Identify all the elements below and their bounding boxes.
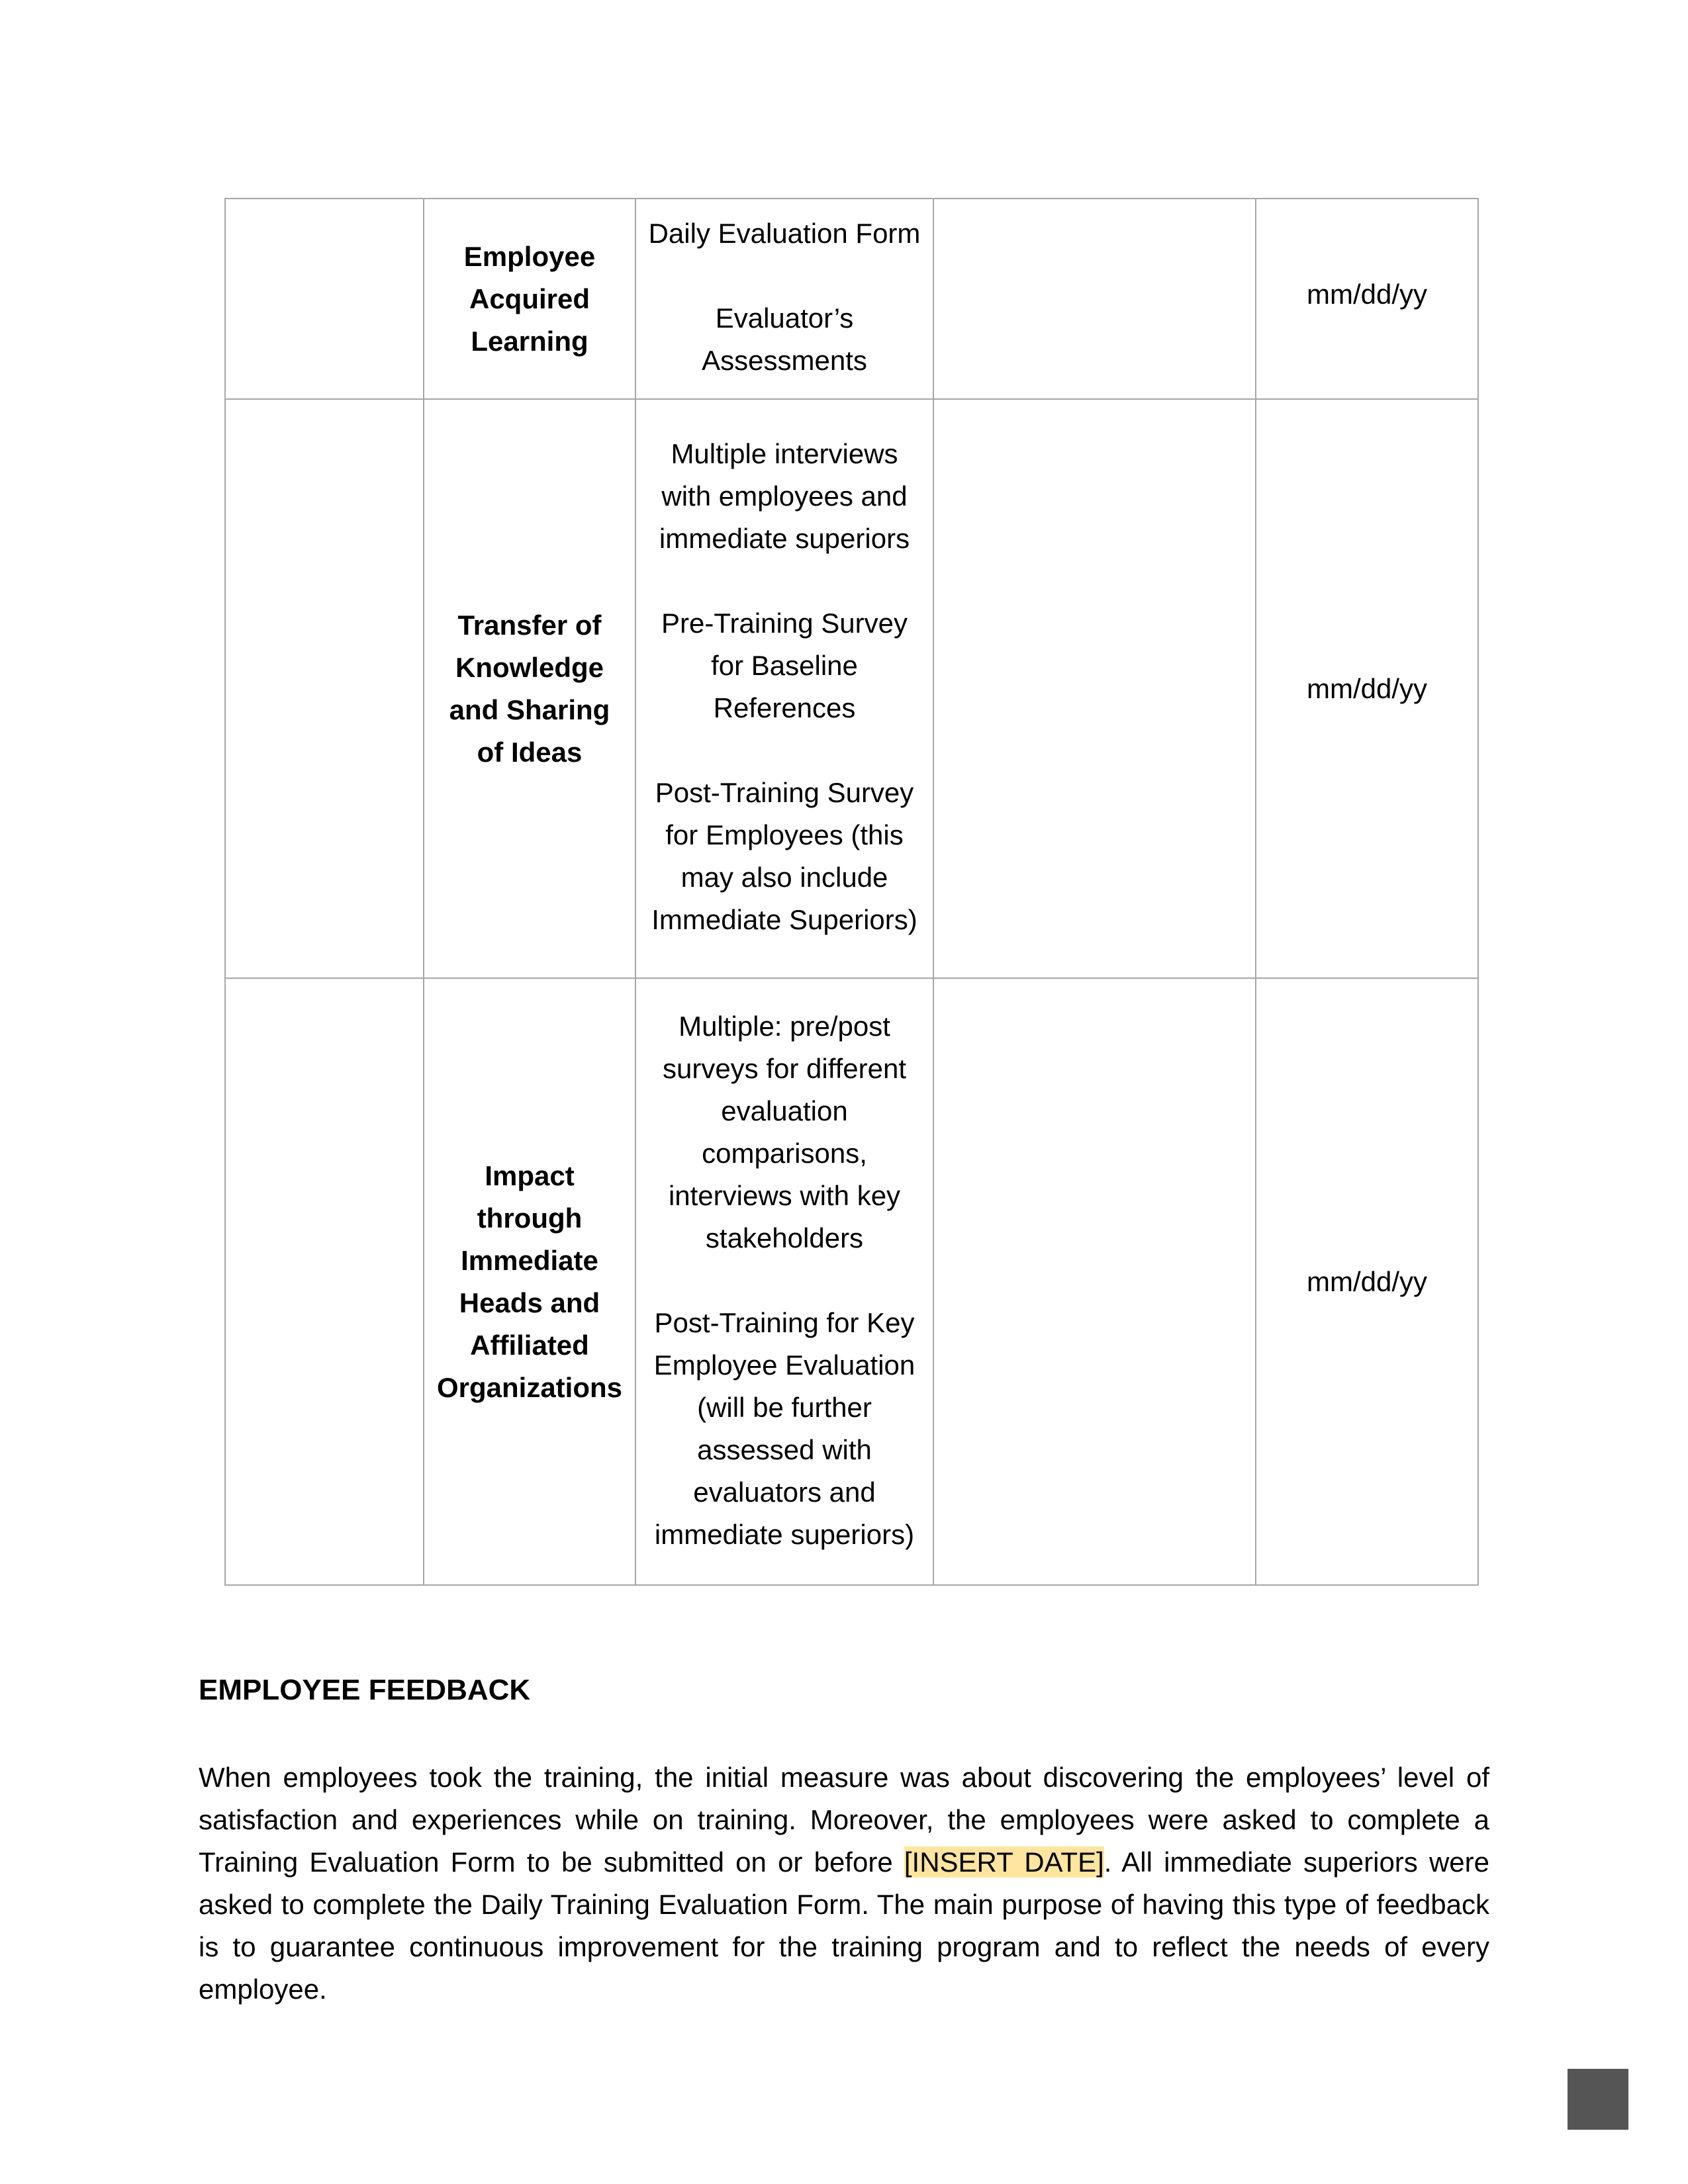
tools-cell — [635, 978, 933, 1585]
table-row — [225, 978, 1478, 1585]
table-row — [225, 399, 1478, 978]
date-cell: mm/dd/yy — [1256, 199, 1478, 399]
tool-item: Multiple interviews with employees and immediate superiors — [659, 438, 910, 554]
topic-cell: Employee Acquired Learning — [424, 199, 635, 399]
insert-date-placeholder[interactable]: [INSERT DATE] — [904, 1846, 1104, 1878]
feedback-text-start: When employees took the training, the initial measure was about discovering the employees’ level of satisfaction and experiences while on training. Moreover, the employees were asked to complete a Training Evaluation Form to be submitted on or before — [199, 1762, 1489, 1878]
topic-cell: Impact through Immediate Heads and Affiliated Organizations — [424, 978, 635, 1585]
tool-item: Evaluator’s Assessments — [702, 302, 867, 376]
empty-cell — [225, 199, 424, 399]
section-heading: EMPLOYEE FEEDBACK — [199, 1674, 531, 1706]
table-row — [225, 199, 1478, 399]
feedback-paragraph — [199, 1756, 1489, 2011]
tool-item: Multiple: pre/post surveys for different evaluation comparisons, interviews with key stakeholders — [662, 1011, 907, 1253]
page-corner-marker — [1568, 2069, 1628, 2130]
feedback-text-end: . All immediate superiors were asked to complete the Daily Training Evaluation Form. The main purpose of having this type of feedback is to guarantee continuous improvement for the training program and to reflect the needs of every employee. — [199, 1846, 1489, 2005]
date-cell: mm/dd/yy — [1256, 399, 1478, 978]
empty-cell — [933, 199, 1256, 399]
empty-cell — [933, 978, 1256, 1585]
tool-item: Pre-Training Survey for Baseline References — [661, 608, 908, 723]
tool-item: Daily Evaluation Form — [648, 218, 921, 249]
evaluation-table — [224, 198, 1479, 1586]
tools-cell — [635, 199, 933, 399]
empty-cell — [225, 399, 424, 978]
date-cell: mm/dd/yy — [1256, 978, 1478, 1585]
empty-cell — [225, 978, 424, 1585]
topic-cell: Transfer of Knowledge and Sharing of Ideas — [424, 399, 635, 978]
tool-item: Post-Training for Key Employee Evaluation (will be further assessed with evaluators and immediate superiors) — [653, 1307, 915, 1550]
empty-cell — [933, 399, 1256, 978]
tool-item: Post-Training Survey for Employees (this may also include Immediate Superiors) — [651, 777, 917, 935]
tools-cell — [635, 399, 933, 978]
